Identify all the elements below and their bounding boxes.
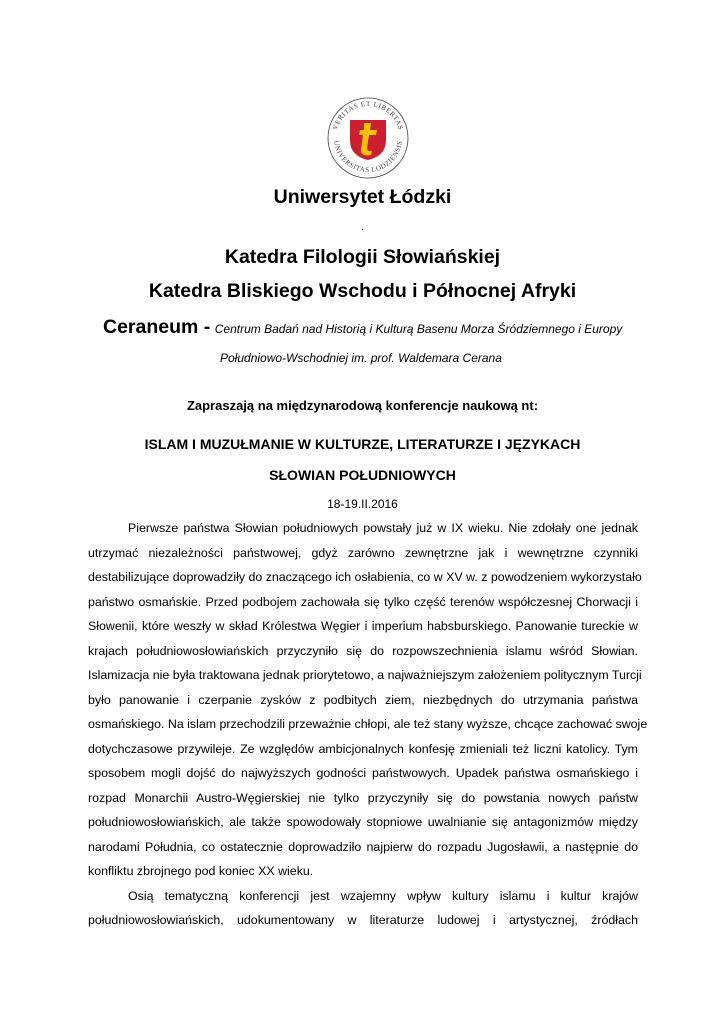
seal-shield <box>350 120 386 160</box>
body-line: południowosłowiańskich, ale także spowodowały stopniowe uwalnianie się antagonizmów między <box>88 815 638 829</box>
separator-dot: . <box>361 222 364 232</box>
body-line: południowosłowiańskich, udokumentowany w literaturze ludowej i artystycznej, źródłach <box>88 913 638 927</box>
body-line: było panowanie i czerpanie zysków z podbitych ziem, niezbędnych do utrzymania państwa <box>88 692 638 707</box>
body-line: Osią tematyczną konferencji jest wzajemny wpływ kultury islamu i kultur krajów <box>128 888 638 903</box>
body-line: destabilizujące doprowadziły do znaczącego ich osłabienia, co w XV w. z powodzeniem wykorzystało <box>88 570 642 584</box>
ceraneum-name: Ceraneum - <box>103 316 211 338</box>
ceraneum-description-1: Centrum Badań nad Historią i Kulturą Basenu Morza Śródziemnego i Europy <box>214 322 623 336</box>
conference-dates: 18-19.II.2016 <box>327 497 398 511</box>
university-seal-logo <box>326 96 410 180</box>
body-line: Islamizacja nie była traktowana jednak priorytetowo, a najważniejszym założeniem politycznym Turcji <box>88 668 642 682</box>
department-slavic-philology: Katedra Filologii Słowiańskiej <box>224 246 501 268</box>
body-line: państwo osmańskie. Przed podbojem zachowała się tylko część terenów współczesnej Chorwacji i <box>88 594 638 609</box>
ceraneum-line <box>103 316 622 339</box>
body-line: osmańskiego. Na islam przechodzili przeważnie chłopi, ale też stany wyższe, chcące zachować swoje <box>88 717 648 731</box>
seal-ring-text-bottom: UNIVERSITAS LODZIENSIS <box>332 139 404 175</box>
invitation-text: Zapraszają na międzynarodową konferencje naukową nt: <box>186 398 539 413</box>
body-line: narodami Południa, co ostatecznie doprowadziło najpierw do rozpadu Jugosławii, a następnie do <box>88 839 638 854</box>
body-line: konfliktu zbrojnego pod koniec XX wieku. <box>88 864 314 878</box>
body-line: Słowenii, które weszły w skład Królestwa Węgier i imperium habsburskiego. Panowanie tureckie w <box>88 619 638 633</box>
body-line: dotychczasowe przywileje. Ze względów ambicjonalnych konfesję zmieniali też liczni katolicy. Tym <box>88 741 638 756</box>
body-line: rozpad Monarchii Austro-Węgierskiej nie tylko przyczyniły się do powstania nowych państw <box>88 790 638 805</box>
department-middle-east-north-africa: Katedra Bliskiego Wschodu i Północnej Afryki <box>148 280 577 302</box>
conference-title-line-1: ISLAM I MUZUŁMANIE W KULTURZE, LITERATURZE I JĘZYKACH <box>144 436 581 452</box>
body-line: utrzymać niezależności państwowej, gdyż zarówno zewnętrzne jak i wewnętrzne czynniki <box>88 545 638 560</box>
conference-title-line-2: SŁOWIAN POŁUDNIOWYCH <box>269 467 456 483</box>
seal-ring-text-top: VERITAS ET LIBERTAS <box>331 99 405 131</box>
body-line: sposobem mogli dojść do najwyższych godności państwowych. Upadek państwa osmańskiego i <box>88 766 638 780</box>
ceraneum-description-2: Południowo-Wschodniej im. prof. Waldemara Cerana <box>220 351 502 365</box>
body-line: Pierwsze państwa Słowian południowych powstały już w IX wieku. Nie zdołały one jednak <box>128 521 638 535</box>
body-line: krajach południowosłowiańskich przyczyniło się do rozpowszechnienia islamu wśród Słowian. <box>88 643 638 658</box>
university-name: Uniwersytet Łódzki <box>273 186 452 208</box>
body-text <box>88 516 648 933</box>
